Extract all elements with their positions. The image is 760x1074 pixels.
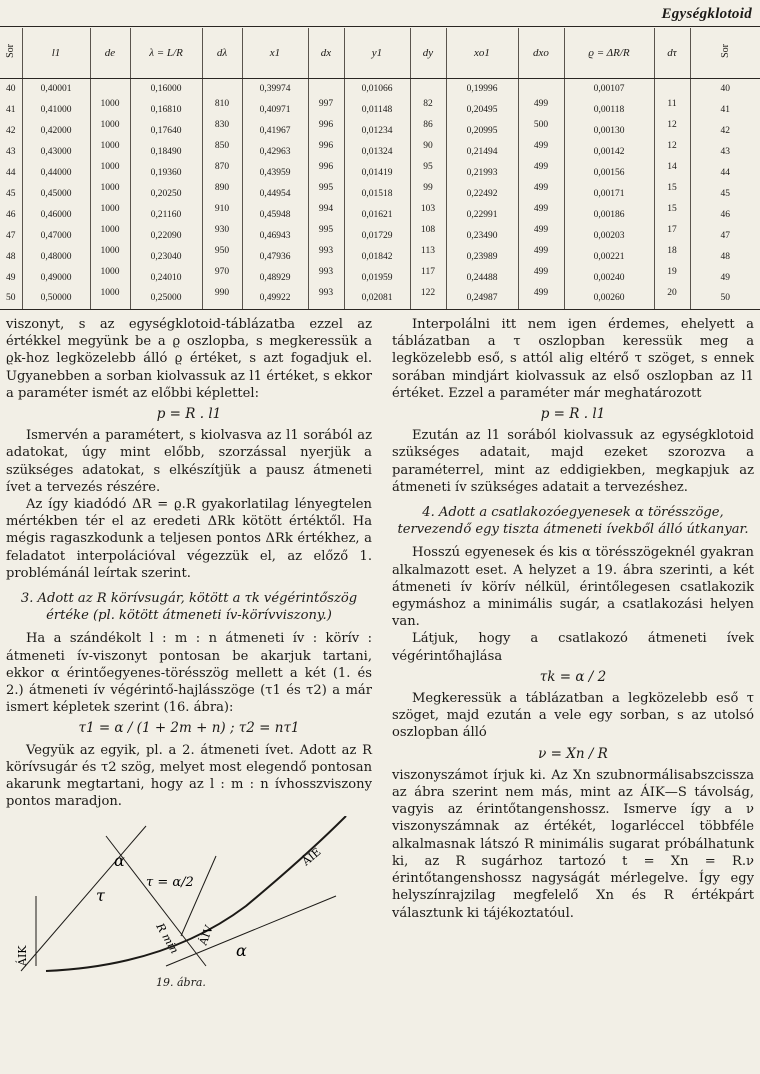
table-cell-sor: 44 <box>6 167 16 178</box>
table-cell-de: 1000 <box>90 235 130 256</box>
header-rule <box>0 26 760 27</box>
paragraph: viszonyszámot írjuk ki. Az Xn szubnormálisabszcissza az ábra szerint nem más, mint az ÁIK—S távolság, vagyis az érintőtangenshossz. Ismerve így a ν viszonyszámnak az értékét, logarléccel többféle alkalmasnak látszó R minimális sugarat próbálhatunk ki, az R sugárhoz tartozó t = Xn = R.ν érintőtangenshossz nagyságát mérlegelve. Így egy helyszínrajzilag megfelelő Xn és R értékpárt választunk ki tájékoztatóul. <box>392 767 754 921</box>
figure-19-drawing <box>6 816 366 976</box>
paragraph: Interpolálni itt nem igen érdemes, ehelyett a táblázatban a τ oszlopban keressük meg a legközelebb eső, s attól alig eltérő τ szöget, s ennek sorában mindjárt kiolvassuk az első oszlopban az l1 értéket. Ezzel a paraméter már meghatározott <box>392 317 754 401</box>
table-cell-de: 1000 <box>90 172 130 193</box>
table-cell-dl: 970 <box>202 256 242 277</box>
table-cell-dxo: 499 <box>518 151 564 172</box>
col-header-dtau: dτ <box>654 28 690 78</box>
table-cell-sor2: 41 <box>690 99 760 120</box>
formula-parameter: p = R . l1 <box>540 406 606 423</box>
table-cell-xo1: 0,23490 <box>446 225 518 246</box>
table-cell-x1: 0,41967 <box>242 120 308 141</box>
table-cell-rho: 0,00240 <box>564 267 654 288</box>
table-cell-dxo: 499 <box>518 256 564 277</box>
paragraph: Az így kiadódó ΔR = ϱ.R gyakorlatilag lényegtelen mértékben tér el az eredeti ΔRk kötött értéktől. Ha mégis ragaszkodunk a teljesen pontos ΔRk értékhez, a feladatot interpolációval végezzük el, az előző 1. problémánál leírtak szerint. <box>6 497 372 581</box>
table-cell-dl: 890 <box>202 172 242 193</box>
paragraph: Ismervén a paramétert, s kiolvasva az l1 sorából az adatokat, úgy mint előbb, szorzással nyerjük a szükséges adatokat, s elkészítjük a pausz átmeneti ívet a tervezés részére. <box>6 428 372 495</box>
col-header-x1: x1 <box>242 28 308 78</box>
table-cell-sor2: 49 <box>690 267 760 288</box>
table-cell-sor: 42 <box>6 125 16 136</box>
table-cell-l1: 0,47000 <box>22 225 90 246</box>
table-cell-l1: 0,45000 <box>22 183 90 204</box>
table-cell-rho: 0,00221 <box>564 246 654 267</box>
table-cell-dxo: 499 <box>518 130 564 151</box>
table-cell-rho: 0,00118 <box>564 99 654 120</box>
table-cell-rho: 0,00107 <box>564 78 654 99</box>
table-cell-dt: 15 <box>654 172 690 193</box>
col-header-y1: y1 <box>344 28 410 78</box>
col-header-xo1: xo1 <box>446 28 518 78</box>
table-cell-sor2: 48 <box>690 246 760 267</box>
table-cell-dxo: 500 <box>518 109 564 130</box>
table-cell-dt: 19 <box>654 256 690 277</box>
table-cell-xo1: 0,22991 <box>446 204 518 225</box>
table-cell-de: 1000 <box>90 277 130 298</box>
table-cell-x1: 0,46943 <box>242 225 308 246</box>
col-header-sor-right: Sor <box>690 28 760 78</box>
table-cell-de: 1000 <box>90 151 130 172</box>
table-cell-dt: 18 <box>654 235 690 256</box>
table-cell-de: 1000 <box>90 130 130 151</box>
table-cell-lambda: 0,16810 <box>130 99 202 120</box>
table-cell-l1: 0,49000 <box>22 267 90 288</box>
table-cell-x1: 0,49922 <box>242 288 308 309</box>
left-column <box>6 316 372 990</box>
col-header-l1: l1 <box>22 28 90 78</box>
table-cell-dx: 996 <box>308 151 344 172</box>
table-cell-y1: 0,01234 <box>344 120 410 141</box>
table-cell-dx: 993 <box>308 256 344 277</box>
paragraph: Megkeressük a táblázatban a legközelebb eső τ szöget, majd ezután a vele egy sorban, s az utolsó oszlopban álló <box>392 691 754 741</box>
table-cell-xo1: 0,24987 <box>446 288 518 309</box>
table-cell-dl: 910 <box>202 193 242 214</box>
table-cell-rho: 0,00130 <box>564 120 654 141</box>
table-cell-dxo: 499 <box>518 214 564 235</box>
col-header-dx: dx <box>308 28 344 78</box>
table-cell-y1: 0,02081 <box>344 288 410 309</box>
formula-nu: ν = Xn / R <box>538 745 608 762</box>
table-row <box>0 78 760 99</box>
table-cell-lambda: 0,22090 <box>130 225 202 246</box>
figure-label: τ = α/2 <box>146 875 194 891</box>
table-cell-x1: 0,42963 <box>242 141 308 162</box>
table-cell-sor: 48 <box>6 251 16 262</box>
table-cell-rho: 0,00203 <box>564 225 654 246</box>
table-cell-dxo: 499 <box>518 88 564 109</box>
table-cell-dl: 950 <box>202 235 242 256</box>
table-cell-dx: 994 <box>308 193 344 214</box>
table-cell-sor: 40 <box>6 83 16 94</box>
table-cell-lambda: 0,18490 <box>130 141 202 162</box>
table-cell-lambda: 0,23040 <box>130 246 202 267</box>
table-cell-dy: 95 <box>410 151 446 172</box>
table-cell-dy: 99 <box>410 172 446 193</box>
table-cell-dy: 82 <box>410 88 446 109</box>
table-cell-sor2: 50 <box>690 288 760 309</box>
table-cell-dt: 11 <box>654 88 690 109</box>
table-cell-sor: 50 <box>0 288 22 309</box>
table-cell-dxo: 499 <box>518 172 564 193</box>
col-header-dlambda: dλ <box>202 28 242 78</box>
table-cell-xo1: 0,21494 <box>446 141 518 162</box>
table-cell-dxo: 499 <box>518 235 564 256</box>
figure-label: α <box>114 851 125 871</box>
table-cell-sor: 43 <box>6 146 16 157</box>
table-cell-l1: 0,48000 <box>22 246 90 267</box>
table-cell-x1: 0,45948 <box>242 204 308 225</box>
table-cell-x1: 0,40971 <box>242 99 308 120</box>
table-cell-dy: 122 <box>410 277 446 298</box>
table-cell-sor2: 42 <box>690 120 760 141</box>
table-cell-lambda: 0,17640 <box>130 120 202 141</box>
table-cell-dxo: 499 <box>518 193 564 214</box>
table-cell-l1: 0,43000 <box>22 141 90 162</box>
table-cell-rho: 0,00260 <box>564 288 654 309</box>
table-cell-y1: 0,01324 <box>344 141 410 162</box>
table-cell-lambda: 0,16000 <box>130 78 202 99</box>
table-cell-sor2: 45 <box>690 183 760 204</box>
figure-caption: 19. ábra. <box>156 976 206 990</box>
table-cell-xo1: 0,20995 <box>446 120 518 141</box>
table-cell-dt: 17 <box>654 214 690 235</box>
table-cell-de: 1000 <box>90 193 130 214</box>
table-cell-sor2: 43 <box>690 141 760 162</box>
figure-19 <box>6 816 366 990</box>
table-cell-dt: 12 <box>654 130 690 151</box>
formula-tau: τ1 = α / (1 + 2m + n) ; τ2 = nτ1 <box>78 720 300 737</box>
table-cell-rho: 0,00156 <box>564 162 654 183</box>
table-cell-dl: 930 <box>202 214 242 235</box>
table-cell-dl: 990 <box>202 277 242 298</box>
table-cell-l1: 0,41000 <box>22 99 90 120</box>
table-cell-sor: 49 <box>6 272 16 283</box>
table-cell-sor2: 44 <box>690 162 760 183</box>
figure-label: ÁIK <box>16 945 29 967</box>
table-cell-x1: 0,47936 <box>242 246 308 267</box>
unit-clothoid-table <box>0 28 760 310</box>
table-cell-dx: 995 <box>308 214 344 235</box>
paragraph: Vegyük az egyik, pl. a 2. átmeneti ívet. Adott az R körívsugár és τ2 szög, melyet most elegendő pontosan akarunk megtartani, hogy az l : m : n ívhosszviszony pontos maradjon. <box>6 742 372 810</box>
table-cell-dx: 996 <box>308 130 344 151</box>
table-cell-l1: 0,50000 <box>22 288 90 309</box>
table-cell-x1: 0,44954 <box>242 183 308 204</box>
table-cell-dx: 993 <box>308 235 344 256</box>
right-column <box>392 316 754 922</box>
col-header-dy: dy <box>410 28 446 78</box>
section-heading-4: 4. Adott a csatlakozóegyenesek α törésszöge, tervezendő egy tiszta átmeneti ívekből álló útkanyar. <box>397 505 749 538</box>
table-cell-l1: 0,42000 <box>22 120 90 141</box>
table-cell-dy: 103 <box>410 193 446 214</box>
table-cell-y1: 0,01959 <box>344 267 410 288</box>
table-cell-xo1: 0,19996 <box>446 78 518 99</box>
table-cell-dy: 117 <box>410 256 446 277</box>
col-header-dxo: dxo <box>518 28 564 78</box>
paragraph: Ha a szándékolt l : m : n átmeneti ív : körív : átmeneti ív-viszonyt pontosan be akarjuk tartani, ekkor α érintőegyenes-törésszög mellett a két (1. és 2.) átmeneti ív végérintő-hajlásszöge (τ1 és τ2) a már ismert képletek szerint (16. ábra): <box>6 631 372 716</box>
table-cell-de: 1000 <box>90 88 130 109</box>
table-cell-lambda: 0,20250 <box>130 183 202 204</box>
table-cell-sor2: 46 <box>690 204 760 225</box>
table-cell-de: 1000 <box>90 109 130 130</box>
table-cell-dx: 996 <box>308 109 344 130</box>
page-header-title: Egységklotoid <box>661 6 752 22</box>
table-cell-y1: 0,01729 <box>344 225 410 246</box>
table-cell-de: 1000 <box>90 214 130 235</box>
table-cell-y1: 0,01066 <box>344 78 410 99</box>
figure-label: R min <box>153 921 182 957</box>
table-cell-dl: 830 <box>202 109 242 130</box>
table-header-row <box>0 28 760 78</box>
table-cell-dx: 993 <box>308 277 344 298</box>
table-cell-y1: 0,01842 <box>344 246 410 267</box>
paragraph: Látjuk, hogy a csatlakozó átmeneti ívek végérintőhajlása <box>392 631 754 664</box>
table-cell-xo1: 0,22492 <box>446 183 518 204</box>
table-cell-dt: 12 <box>654 109 690 130</box>
table-cell-dt: 14 <box>654 151 690 172</box>
table-cell-dt: 20 <box>654 277 690 298</box>
table-cell-rho: 0,00171 <box>564 183 654 204</box>
table-cell-dx: 995 <box>308 172 344 193</box>
paragraph: Ezután az l1 sorából kiolvassuk az egységklotoid szükséges adatait, majd ezeket szorozva a paraméterrel, mint az eddigiekben, megkapjuk az átmeneti ív szükséges adatait a tervezéshez. <box>392 428 754 495</box>
table-cell-l1: 0,44000 <box>22 162 90 183</box>
table-cell-sor2: 47 <box>690 225 760 246</box>
table-cell-sor: 41 <box>6 104 16 115</box>
table-cell-xo1: 0,20495 <box>446 99 518 120</box>
table-cell-dt: 15 <box>654 193 690 214</box>
table-cell-x1: 0,48929 <box>242 267 308 288</box>
table-cell-y1: 0,01419 <box>344 162 410 183</box>
table-cell-dy: 108 <box>410 214 446 235</box>
table-cell-dy: 113 <box>410 235 446 256</box>
table-cell-sor: 45 <box>6 188 16 199</box>
figure-label: τ <box>96 886 105 906</box>
table-cell-y1: 0,01621 <box>344 204 410 225</box>
figure-label: ÁIE <box>299 845 324 869</box>
table-cell-sor: 47 <box>6 230 16 241</box>
table-cell-lambda: 0,21160 <box>130 204 202 225</box>
formula-parameter: p = R . l1 <box>156 406 222 423</box>
table-cell-lambda: 0,19360 <box>130 162 202 183</box>
table-cell-rho: 0,00142 <box>564 141 654 162</box>
table-cell-dl: 810 <box>202 88 242 109</box>
table-cell-dx: 997 <box>308 88 344 109</box>
col-header-lambda: λ = L/R <box>130 28 202 78</box>
table-cell-dl: 850 <box>202 130 242 151</box>
table-cell-lambda: 0,24010 <box>130 267 202 288</box>
col-header-rho: ϱ = ΔR/R <box>564 28 654 78</box>
table-cell-xo1: 0,24488 <box>446 267 518 288</box>
table-cell-rho: 0,00186 <box>564 204 654 225</box>
table-cell-xo1: 0,21993 <box>446 162 518 183</box>
table-cell-l1: 0,46000 <box>22 204 90 225</box>
table-cell-dl: 870 <box>202 151 242 172</box>
table-cell-de: 1000 <box>90 256 130 277</box>
table-cell-sor: 46 <box>6 209 16 220</box>
table-cell-dxo: 499 <box>518 277 564 298</box>
table-cell-x1: 0,39974 <box>242 78 308 99</box>
figure-label: ÁIV <box>196 924 216 948</box>
table-cell-lambda: 0,25000 <box>130 288 202 309</box>
table-cell-dy: 90 <box>410 130 446 151</box>
formula-tauk: τk = α / 2 <box>539 668 607 685</box>
table-cell-l1: 0,40001 <box>22 78 90 99</box>
table-cell-x1: 0,43959 <box>242 162 308 183</box>
col-header-sor: Sor <box>0 28 22 78</box>
figure-label: α <box>236 941 247 961</box>
paragraph: viszonyt, s az egységklotoid-táblázatba ezzel az értékkel megyünk be a ϱ oszlopba, s megkeressük a ϱk-hoz legközelebb álló ϱ értéket, s azt fogadjuk el. Ugyanebben a sorban kiolvassuk az l1 értéket, s ekkor a paraméter ismét az előbbi képlettel: <box>6 317 372 401</box>
table-cell-y1: 0,01518 <box>344 183 410 204</box>
paragraph: Hosszú egyenesek és kis α törésszögeknél gyakran alkalmazott eset. A helyzet a 19. ábra szerinti, a két átmeneti ív körív nélkül, érintőlegesen csatlakozik egymáshoz a minimális sugár, a csatlakozási helyen van. <box>392 545 754 630</box>
table-cell-xo1: 0,23989 <box>446 246 518 267</box>
col-header-de: de <box>90 28 130 78</box>
table-cell-sor2: 40 <box>690 78 760 99</box>
table-cell-y1: 0,01148 <box>344 99 410 120</box>
section-heading-3: 3. Adott az R körívsugár, kötött a τk végérintőszög értéke (pl. kötött átmeneti ív-körívviszony.) <box>20 591 358 624</box>
table-cell-dy: 86 <box>410 109 446 130</box>
